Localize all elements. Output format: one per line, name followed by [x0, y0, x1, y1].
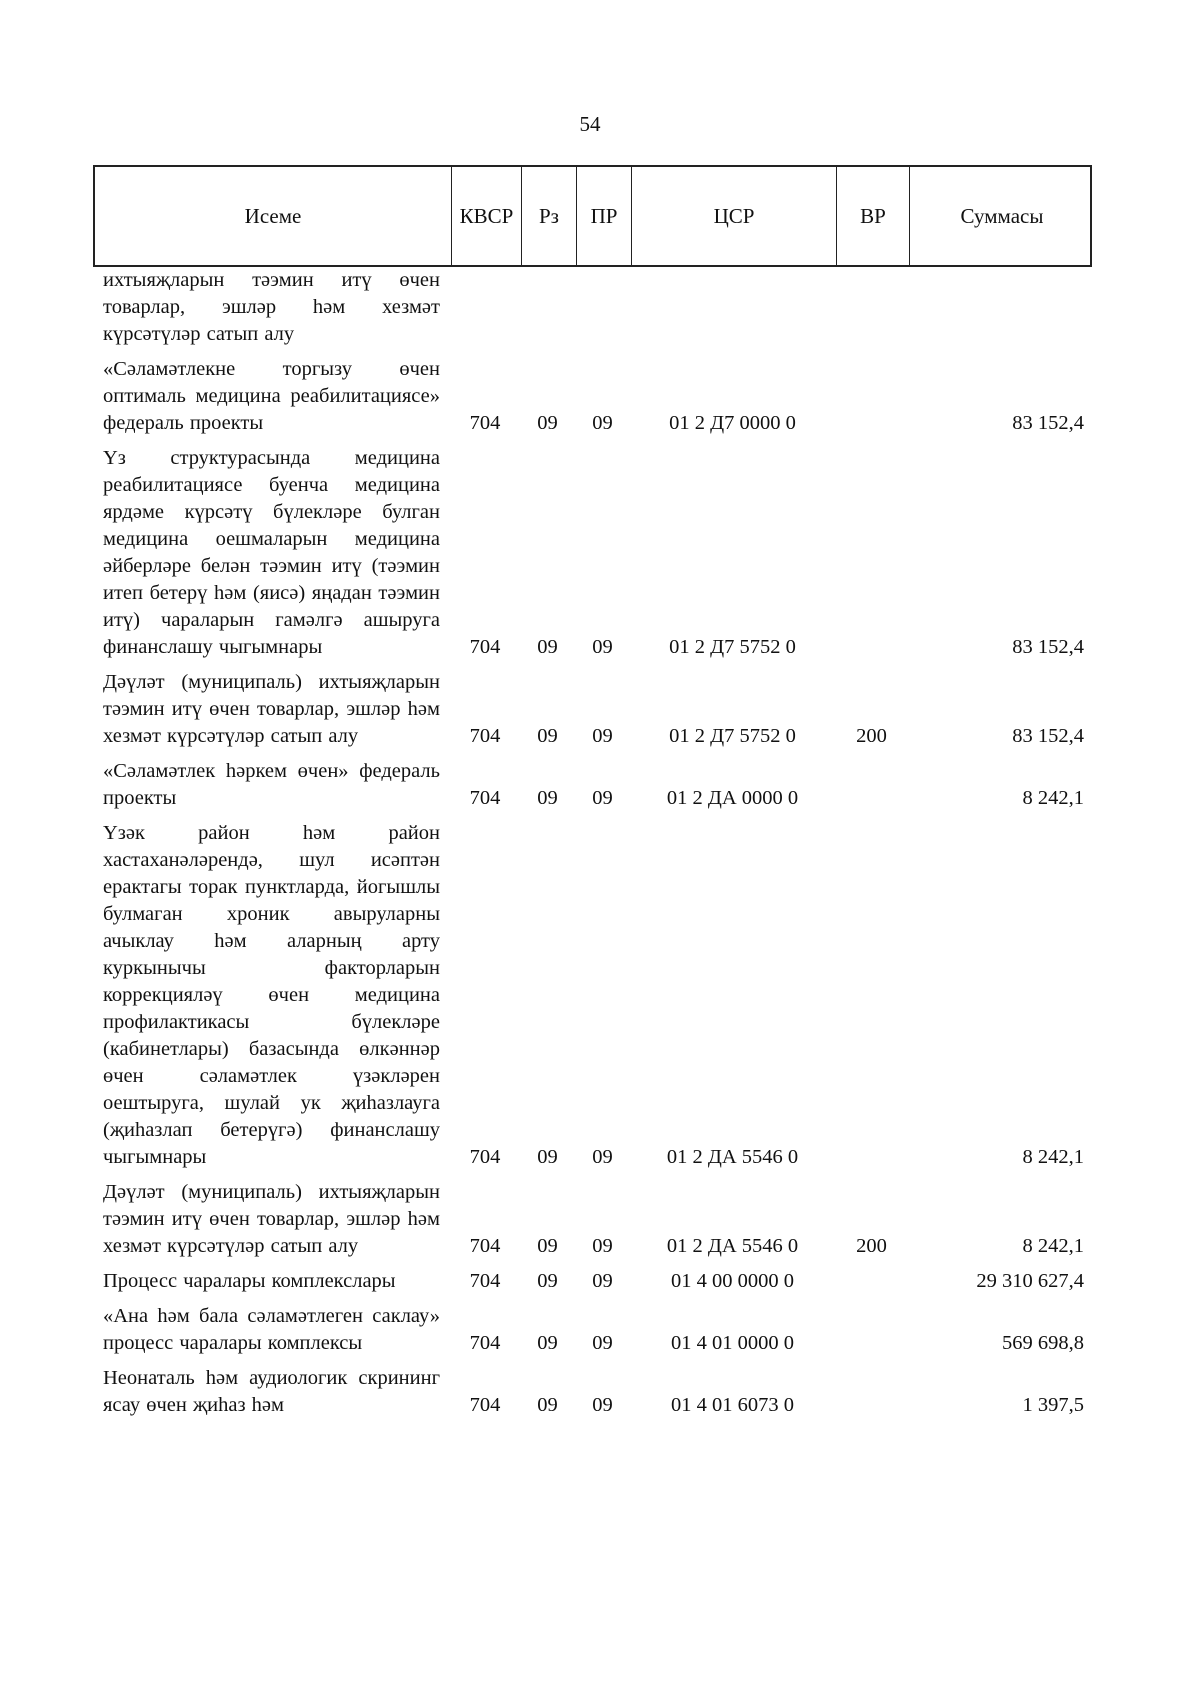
cell-csr: 01 2 Д7 5752 0 [669, 636, 796, 658]
cell-pr: 09 [592, 636, 613, 658]
cell-vr: 200 [856, 1235, 887, 1257]
page-number: 54 [579, 112, 601, 136]
cell-name: ихтыяҗларын тәэмин итү өчен товарлар, эшләр һәм хезмәт күрсәтүләр сатып алу [103, 269, 440, 345]
cell-name: «Сәламәтлекне торгызу өчен оптималь медицина реабилитациясе» федераль проекты [103, 358, 440, 434]
table-row [93, 356, 1092, 437]
header-sum: Суммасы [960, 203, 1044, 228]
cell-vr [835, 356, 908, 437]
cell-sum: 1 397,5 [1022, 1394, 1084, 1416]
cell-rz: 09 [537, 1332, 558, 1354]
cell-rz: 09 [537, 1235, 558, 1257]
cell-kvsr [450, 267, 520, 348]
table-row [93, 758, 1092, 812]
cell-rz: 09 [537, 412, 558, 434]
header-vr: ВР [837, 167, 910, 265]
table-header [93, 165, 1092, 267]
table-body [93, 267, 1092, 1419]
cell-vr [835, 267, 908, 348]
cell-csr: 01 2 ДА 5546 0 [666, 1235, 799, 1257]
cell-csr: 01 4 01 0000 0 [671, 1332, 794, 1354]
cell-rz: 09 [537, 787, 558, 809]
cell-vr [835, 1268, 908, 1295]
cell-csr [630, 267, 835, 348]
table-row [93, 267, 1092, 348]
budget-table [93, 165, 1092, 1427]
header-name: Исеме [95, 167, 452, 265]
cell-name: Неонаталь һәм аудиологик скрининг ясау өчен җиһаз һәм [103, 1367, 440, 1416]
cell-rz: 09 [537, 725, 558, 747]
cell-name: Дәүләт (муниципаль) ихтыяҗларын тәэмин итү өчен товарлар, эшләр һәм хезмәт күрсәтүләр сатып алу [103, 671, 440, 747]
table-row [93, 669, 1092, 750]
cell-kvsr: 704 [469, 1270, 501, 1292]
cell-sum: 29 310 627,4 [976, 1270, 1084, 1292]
header-rz: Рз [522, 167, 577, 265]
cell-pr [575, 267, 630, 348]
cell-sum: 83 152,4 [1012, 725, 1084, 747]
cell-pr: 09 [592, 412, 613, 434]
cell-name: «Сәламәтлек һәркем өчен» федераль проекты [103, 760, 440, 809]
cell-sum: 8 242,1 [1022, 787, 1084, 809]
cell-kvsr: 704 [469, 1146, 501, 1168]
cell-sum: 83 152,4 [1012, 636, 1084, 658]
cell-csr: 01 2 ДА 5546 0 [666, 1146, 799, 1168]
cell-pr: 09 [592, 1394, 613, 1416]
cell-pr: 09 [592, 787, 613, 809]
cell-name: Процесс чаралары комплекслары [103, 1270, 396, 1292]
table-row [93, 1268, 1092, 1295]
cell-name: «Ана һәм бала сәламәтлеген саклау» процесс чаралары комплексы [103, 1305, 440, 1354]
cell-vr [835, 445, 908, 661]
cell-vr [835, 1365, 908, 1419]
cell-vr [835, 820, 908, 1171]
cell-name: Дәүләт (муниципаль) ихтыяҗларын тәэмин итү өчен товарлар, эшләр һәм хезмәт күрсәтүләр сатып алу [103, 1181, 440, 1257]
cell-kvsr: 704 [469, 636, 501, 658]
cell-rz: 09 [537, 1394, 558, 1416]
cell-sum: 83 152,4 [1012, 412, 1084, 434]
cell-pr: 09 [592, 1332, 613, 1354]
cell-rz: 09 [537, 1146, 558, 1168]
cell-csr: 01 2 Д7 0000 0 [669, 412, 796, 434]
cell-kvsr: 704 [469, 1235, 501, 1257]
cell-pr: 09 [592, 1235, 613, 1257]
cell-pr: 09 [592, 725, 613, 747]
cell-csr: 01 2 Д7 5752 0 [669, 725, 796, 747]
cell-csr: 01 2 ДА 0000 0 [666, 787, 799, 809]
cell-rz [520, 267, 575, 348]
header-csr: ЦСР [632, 167, 837, 265]
cell-rz: 09 [537, 636, 558, 658]
table-row [93, 1179, 1092, 1260]
table-row [93, 1303, 1092, 1357]
cell-kvsr: 704 [469, 1394, 501, 1416]
cell-sum: 8 242,1 [1022, 1235, 1084, 1257]
cell-pr: 09 [592, 1270, 613, 1292]
table-row [93, 1365, 1092, 1419]
cell-vr [835, 1303, 908, 1357]
cell-sum [908, 267, 1092, 348]
cell-vr: 200 [856, 725, 887, 747]
cell-name: Үзәк район һәм район хастаханәләрендә, шул исәптән ерактагы торак пунктларда, йогышлы булмаган хроник авыруларны ачыклау һәм аларның арту куркынычы факторларын коррекцияләү өчен медицина профилактикасы бүлекләре (кабинетлары) базасында өлкәннәр өчен сәламәтлек үзәкләрен оештыруга, шулай ук җиһазлауга (җиһазлап бетерүгә) финанслашу чыгымнары [103, 822, 440, 1168]
cell-kvsr: 704 [469, 412, 501, 434]
cell-sum: 8 242,1 [1022, 1146, 1084, 1168]
cell-kvsr: 704 [469, 725, 501, 747]
cell-csr: 01 4 00 0000 0 [671, 1270, 794, 1292]
header-pr: ПР [577, 167, 632, 265]
cell-pr: 09 [592, 1146, 613, 1168]
cell-sum: 569 698,8 [1002, 1332, 1084, 1354]
cell-kvsr: 704 [469, 1332, 501, 1354]
table-row [93, 820, 1092, 1171]
header-kvsr: КВСР [452, 167, 522, 265]
cell-vr [835, 758, 908, 812]
cell-name: Үз структурасында медицина реабилитациясе буенча медицина ярдәме күрсәтү бүлекләре булган медицина оешмаларын медицина әйберләре белән тәэмин итү (тәэмин итеп бетерү һәм (яисә) яңадан тәэмин итү) чараларын гамәлгә ашыруга финанслашу чыгымнары [103, 447, 440, 658]
table-row [93, 445, 1092, 661]
cell-kvsr: 704 [469, 787, 501, 809]
cell-rz: 09 [537, 1270, 558, 1292]
cell-csr: 01 4 01 6073 0 [671, 1394, 794, 1416]
